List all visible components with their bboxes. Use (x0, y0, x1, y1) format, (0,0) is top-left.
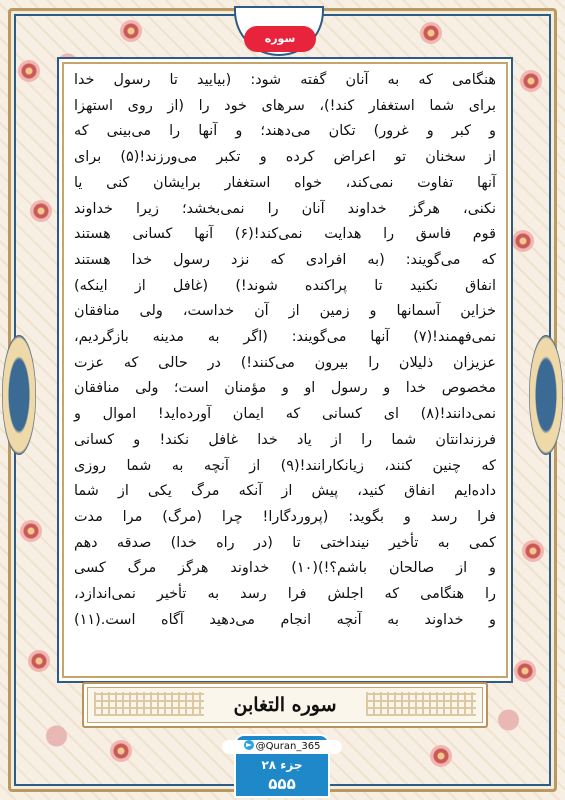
telegram-icon (244, 740, 254, 750)
translation-text (74, 68, 496, 633)
text-line: آنها تفاوت نمی‌کند، خواه استغفار برایشان کنی یا (74, 174, 496, 191)
text-line: و خداوند به آنچه انجام می‌دهید آگاه است.(۱۱) (74, 611, 496, 628)
text-line: قوم فاسق را هدایت نمی‌کند!(۶) آنها کسانی هستند (74, 226, 496, 243)
next-surah-title: سوره التغابن (233, 694, 337, 716)
flower-ornament (420, 22, 442, 44)
text-line: که می‌گویند: (به افرادی که نزد رسول خدا هستند (74, 251, 496, 268)
text-line: انفاق نکنید تا پراکنده شوند!) (غافل از اینکه) (74, 277, 496, 294)
flower-ornament (110, 740, 132, 762)
flower-ornament (30, 200, 52, 222)
channel-handle: @Quran_365 (255, 741, 321, 752)
text-line: از سخنان تو اعراض کرده و تکبر می‌ورزند!(۵) برای (74, 149, 497, 166)
text-line: نکنی، هرگز خداوند آنان را نمی‌بخشد؛ زیرا خداوند (74, 200, 496, 217)
knot-ornament (366, 692, 476, 716)
flower-ornament (430, 745, 452, 767)
text-line: داده‌ایم انفاق کنید، پیش از آنکه مرگ یکی از شما (74, 483, 496, 500)
knot-ornament (94, 692, 204, 716)
text-line: مخصوص خدا و رسول او و مؤمنان است؛ ولی منافقان (74, 380, 496, 397)
channel-link[interactable] (222, 740, 342, 754)
right-medallion (529, 335, 563, 455)
text-line: خزاین آسمانها و زمین از آن خداست، ولی منافقان (74, 303, 496, 320)
text-line: و کبر و غرور) تکان می‌دهند؛ و آنها را می‌بینی که (74, 123, 496, 140)
text-line: فرزندانتان شما را از یاد خدا غافل نکند! و کسانی (74, 431, 496, 448)
text-line: و از صالحان باشم؟!)(۱۰) خداوند هرگز مرگ کسی (74, 560, 496, 577)
text-line: برای شما استغفار کند!)، سرهای خود را (از روی استهزا (74, 97, 496, 114)
next-surah-banner (82, 682, 488, 728)
flower-ornament (120, 20, 142, 42)
translation-panel (62, 62, 508, 678)
flower-ornament (20, 520, 42, 542)
flower-ornament (522, 540, 544, 562)
text-line: هنگامی که به آنان گفته شود: (بیایید تا رسول خدا (74, 72, 496, 88)
flower-ornament (512, 230, 534, 252)
surah-name-badge: سوره (244, 26, 316, 52)
juz-label: جزء ۲۸ (261, 758, 303, 772)
flower-ornament (520, 70, 542, 92)
left-medallion (2, 335, 36, 455)
text-line: نمی‌فهمند!(۷) آنها می‌گویند: (اگر به مدینه بازگردیم، (74, 329, 496, 346)
text-line: را هنگامی که اجلش فرا رسد به تأخیر نمی‌اندازد، (74, 586, 496, 603)
text-line: نمی‌دانند!(۸) ای کسانی که ایمان آورده‌اید! اموال و (74, 406, 496, 423)
text-line: عزیزان ذلیلان را بیرون می‌کنند!) در حالی که عزت (74, 354, 496, 371)
text-line: کمی به تأخیر نینداختی تا (در راه خدا) صدقه دهم (74, 534, 496, 551)
flower-ornament (28, 650, 50, 672)
page-number: ۵۵۵ (268, 775, 296, 793)
flower-ornament (514, 660, 536, 682)
flower-ornament (18, 60, 40, 82)
text-line: فرا رسد و بگوید: (پروردگارا! چرا (مرگ) مرا مدت (74, 508, 496, 525)
text-line: که چنین کنند، زیانکارانند!(۹) از آنچه به شما روزی (74, 457, 496, 474)
